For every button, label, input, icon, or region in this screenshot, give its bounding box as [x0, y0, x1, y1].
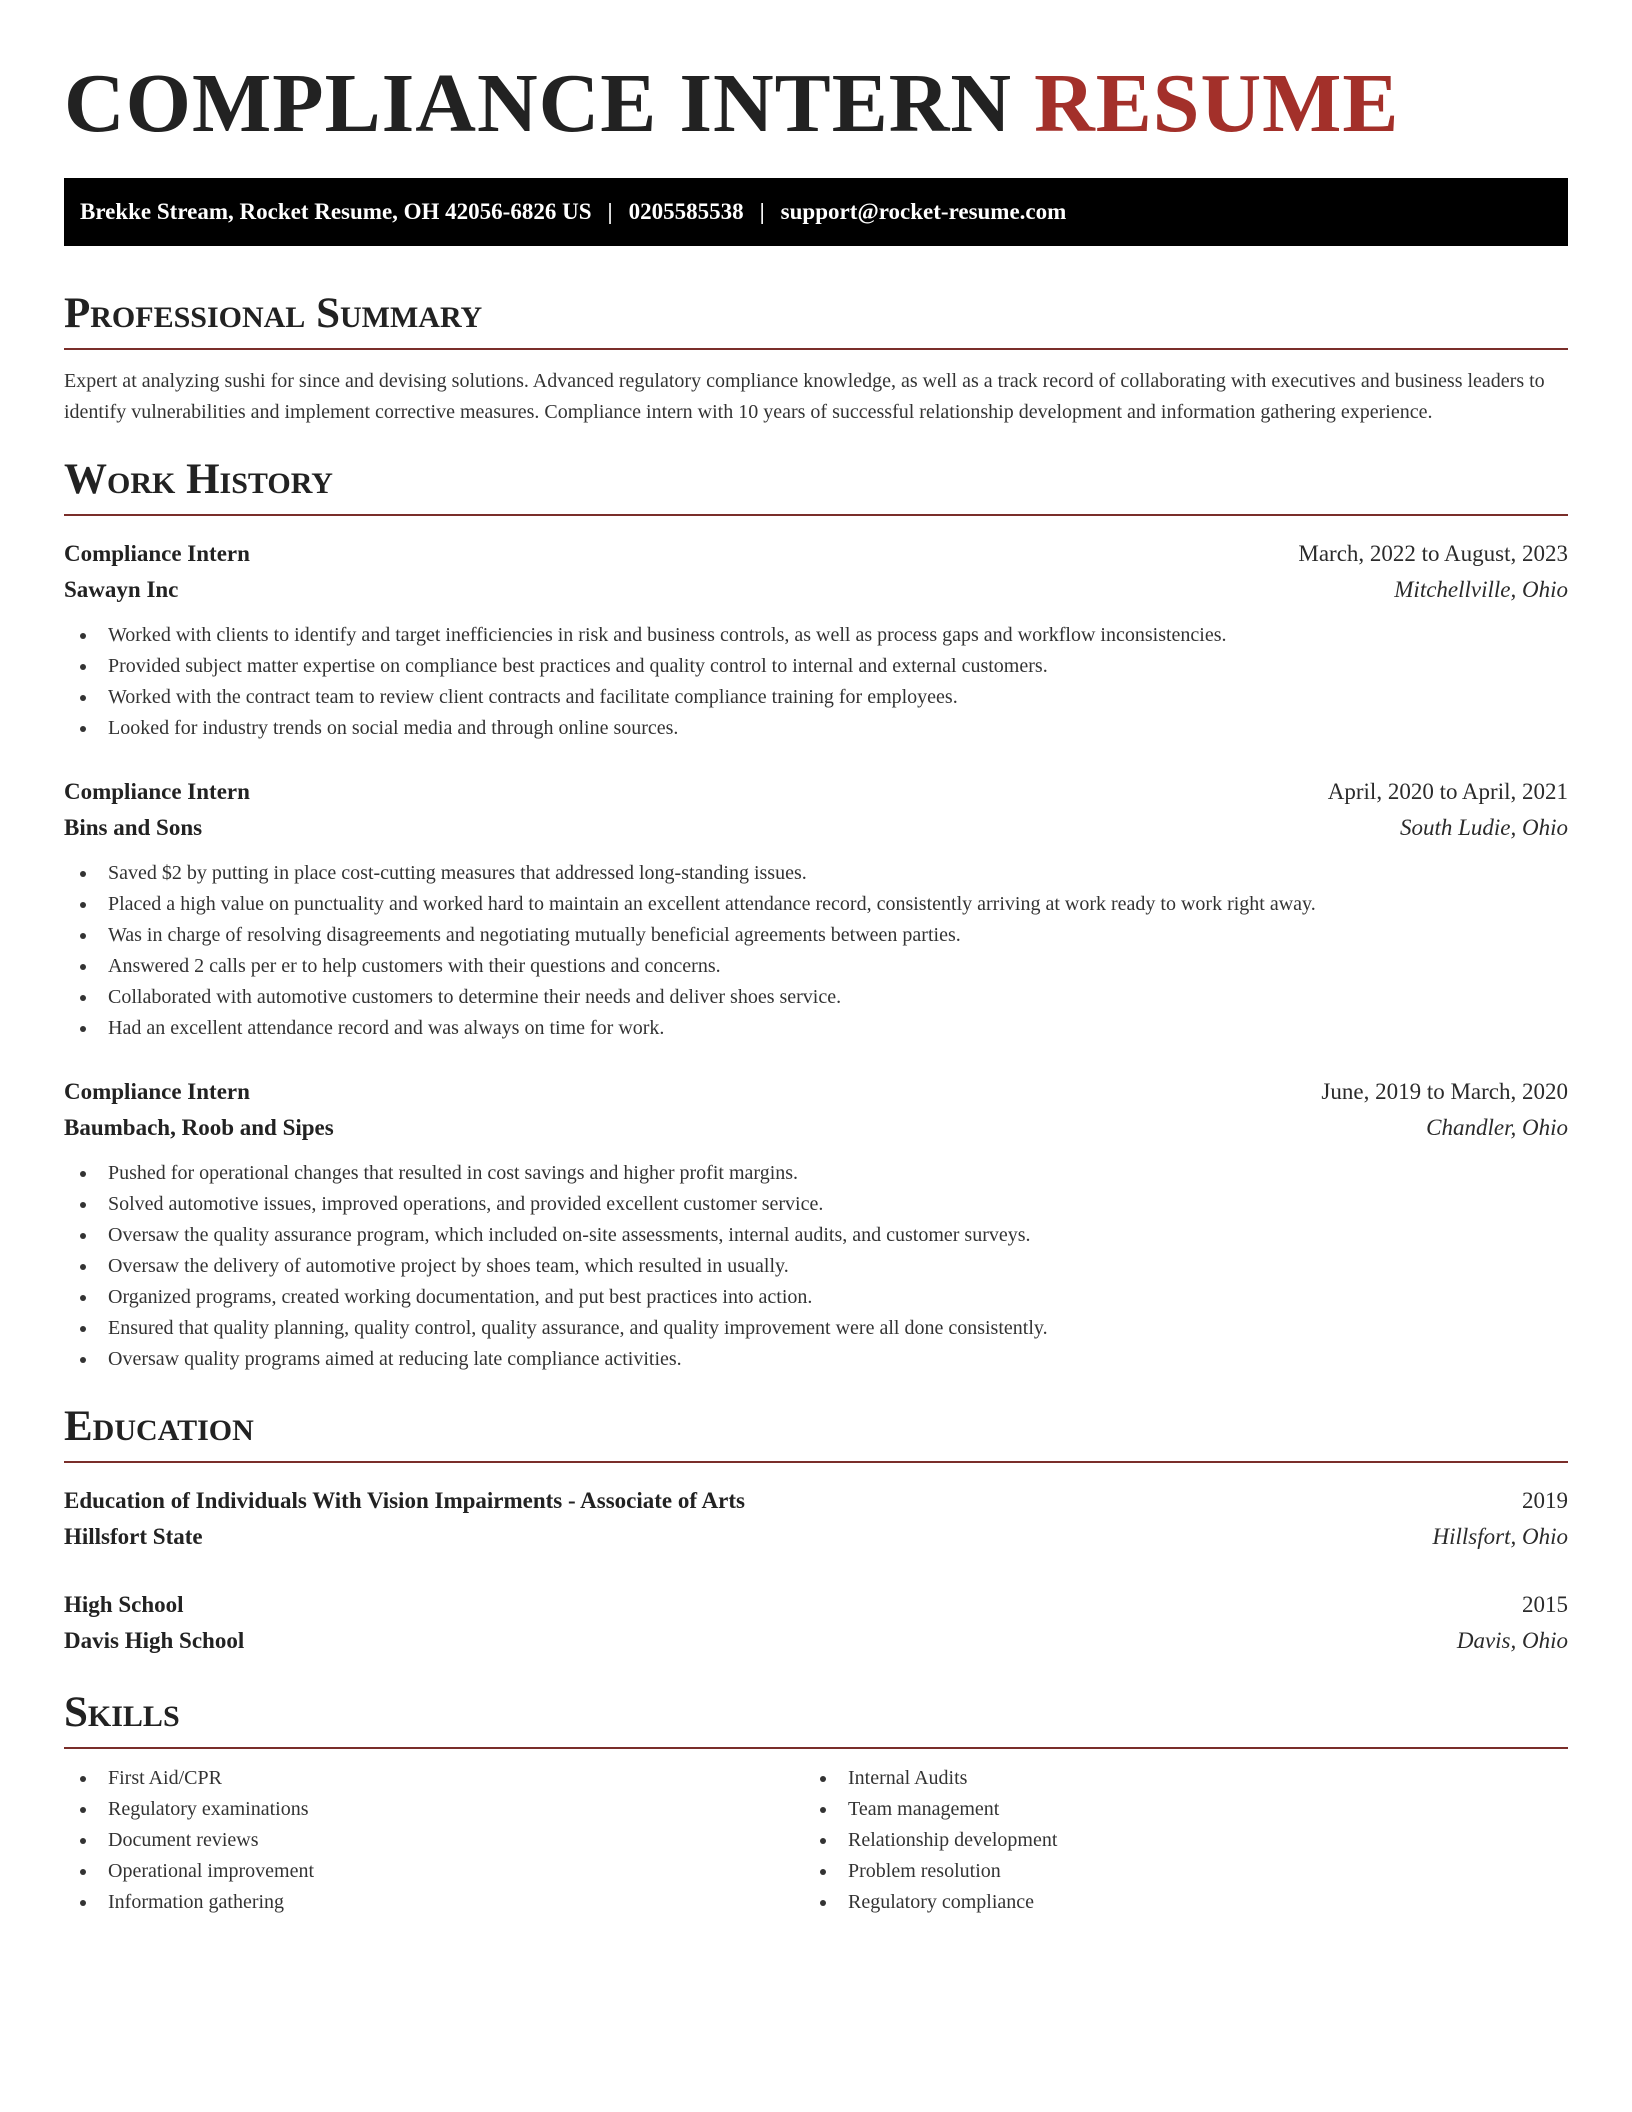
- skill-item: Internal Audits: [820, 1763, 1544, 1794]
- resume-page: [64, 0, 1568, 1918]
- education-year: 2015: [1522, 1592, 1568, 1617]
- title-accent: RESUME: [1034, 57, 1400, 150]
- skill-item: Operational improvement: [80, 1856, 804, 1887]
- education-location: Davis, Ohio: [1456, 1628, 1568, 1653]
- education-degree-row: [64, 1587, 1568, 1623]
- job-bullet: Had an excellent attendance record and was always on time for work.: [80, 1013, 1568, 1044]
- job-company-row: [64, 572, 1568, 608]
- contact-phone: 0205585538: [628, 199, 744, 224]
- education-school-row: [64, 1623, 1568, 1659]
- job-bullet: Provided subject matter expertise on compliance best practices and quality control to internal and external customers.: [80, 651, 1568, 682]
- contact-separator: |: [759, 199, 765, 224]
- job-bullet: Worked with the contract team to review client contracts and facilitate compliance training for employees.: [80, 682, 1568, 713]
- skill-item: Regulatory examinations: [80, 1794, 804, 1825]
- job-location: Chandler, Ohio: [1426, 1115, 1568, 1140]
- job-dates: April, 2020 to April, 2021: [1327, 779, 1568, 804]
- job-dates: March, 2022 to August, 2023: [1298, 541, 1568, 566]
- job-title: Compliance Intern: [64, 541, 250, 566]
- work-history-heading: Work History: [64, 454, 1568, 516]
- skill-item: Team management: [820, 1794, 1544, 1825]
- job-entry: [64, 536, 1568, 744]
- summary-heading: Professional Summary: [64, 288, 1568, 350]
- education-location: Hillsfort, Ohio: [1432, 1524, 1568, 1549]
- job-bullet: Oversaw the quality assurance program, which included on-site assessments, internal audits, and customer surveys.: [80, 1220, 1568, 1251]
- job-entry: [64, 1074, 1568, 1375]
- education-school-row: [64, 1519, 1568, 1555]
- skill-item: Information gathering: [80, 1887, 804, 1918]
- job-bullet: Oversaw the delivery of automotive project by shoes team, which resulted in usually.: [80, 1251, 1568, 1282]
- job-bullet: Solved automotive issues, improved operations, and provided excellent customer service.: [80, 1189, 1568, 1220]
- job-bullet: Answered 2 calls per er to help customers with their questions and concerns.: [80, 951, 1568, 982]
- education-school: Hillsfort State: [64, 1524, 203, 1549]
- job-bullet: Was in charge of resolving disagreements and negotiating mutually beneficial agreements between parties.: [80, 920, 1568, 951]
- job-title: Compliance Intern: [64, 779, 250, 804]
- job-bullet: Organized programs, created working documentation, and put best practices into action.: [80, 1282, 1568, 1313]
- job-bullet: Worked with clients to identify and target inefficiencies in risk and business controls, as well as process gaps and workflow inconsistencies.: [80, 620, 1568, 651]
- education-degree: High School: [64, 1592, 184, 1617]
- job-company: Sawayn Inc: [64, 577, 179, 602]
- title-main: COMPLIANCE INTERN: [64, 57, 1013, 150]
- job-location: South Ludie, Ohio: [1399, 815, 1568, 840]
- education-degree: Education of Individuals With Vision Impairments - Associate of Arts: [64, 1488, 745, 1513]
- job-entry: [64, 774, 1568, 1044]
- job-bullet: Placed a high value on punctuality and worked hard to maintain an excellent attendance record, consistently arriving at work ready to work right away.: [80, 889, 1568, 920]
- job-title: Compliance Intern: [64, 1079, 250, 1104]
- education-year: 2019: [1522, 1488, 1568, 1513]
- job-title-row: [64, 1074, 1568, 1110]
- job-bullets: [64, 858, 1568, 1044]
- skill-item: First Aid/CPR: [80, 1763, 804, 1794]
- skill-item: Regulatory compliance: [820, 1887, 1544, 1918]
- contact-separator: |: [607, 199, 613, 224]
- job-company-row: [64, 810, 1568, 846]
- job-bullet: Ensured that quality planning, quality control, quality assurance, and quality improvement were all done consistently.: [80, 1313, 1568, 1344]
- education-heading: Education: [64, 1401, 1568, 1463]
- job-title-row: [64, 774, 1568, 810]
- job-company: Baumbach, Roob and Sipes: [64, 1115, 334, 1140]
- skill-item: Problem resolution: [820, 1856, 1544, 1887]
- skills-heading: Skills: [64, 1687, 1568, 1749]
- contact-email: support@rocket-resume.com: [780, 199, 1067, 224]
- skill-item: Document reviews: [80, 1825, 804, 1856]
- job-bullet: Oversaw quality programs aimed at reducing late compliance activities.: [80, 1344, 1568, 1375]
- skill-item: Relationship development: [820, 1825, 1544, 1856]
- skills-columns: [64, 1763, 1568, 1918]
- job-bullet: Looked for industry trends on social media and through online sources.: [80, 713, 1568, 744]
- job-dates: June, 2019 to March, 2020: [1321, 1079, 1568, 1104]
- education-entry: [64, 1587, 1568, 1659]
- contact-bar: [64, 178, 1568, 246]
- summary-text: Expert at analyzing sushi for since and devising solutions. Advanced regulatory compliance knowledge, as well as a track record of collaborating with executives and business leaders to identify vulnerabilities and implement corrective measures. Compliance intern with 10 years of successful relationship development and information gathering experience.: [64, 370, 1545, 423]
- job-title-row: [64, 536, 1568, 572]
- job-company-row: [64, 1110, 1568, 1146]
- job-bullet: Collaborated with automotive customers to determine their needs and deliver shoes service.: [80, 982, 1568, 1013]
- job-bullet: Pushed for operational changes that resulted in cost savings and higher profit margins.: [80, 1158, 1568, 1189]
- job-bullet: Saved $2 by putting in place cost-cutting measures that addressed long-standing issues.: [80, 858, 1568, 889]
- job-company: Bins and Sons: [64, 815, 203, 840]
- skills-left-column: [64, 1763, 804, 1918]
- education-school: Davis High School: [64, 1628, 245, 1653]
- job-bullets: [64, 620, 1568, 744]
- contact-address: Brekke Stream, Rocket Resume, OH 42056-6826 US: [80, 199, 592, 224]
- education-entry: [64, 1483, 1568, 1555]
- skills-right-column: [804, 1763, 1544, 1918]
- resume-title: [64, 58, 1568, 150]
- job-location: Mitchellville, Ohio: [1394, 577, 1568, 602]
- job-bullets: [64, 1158, 1568, 1375]
- education-degree-row: [64, 1483, 1568, 1519]
